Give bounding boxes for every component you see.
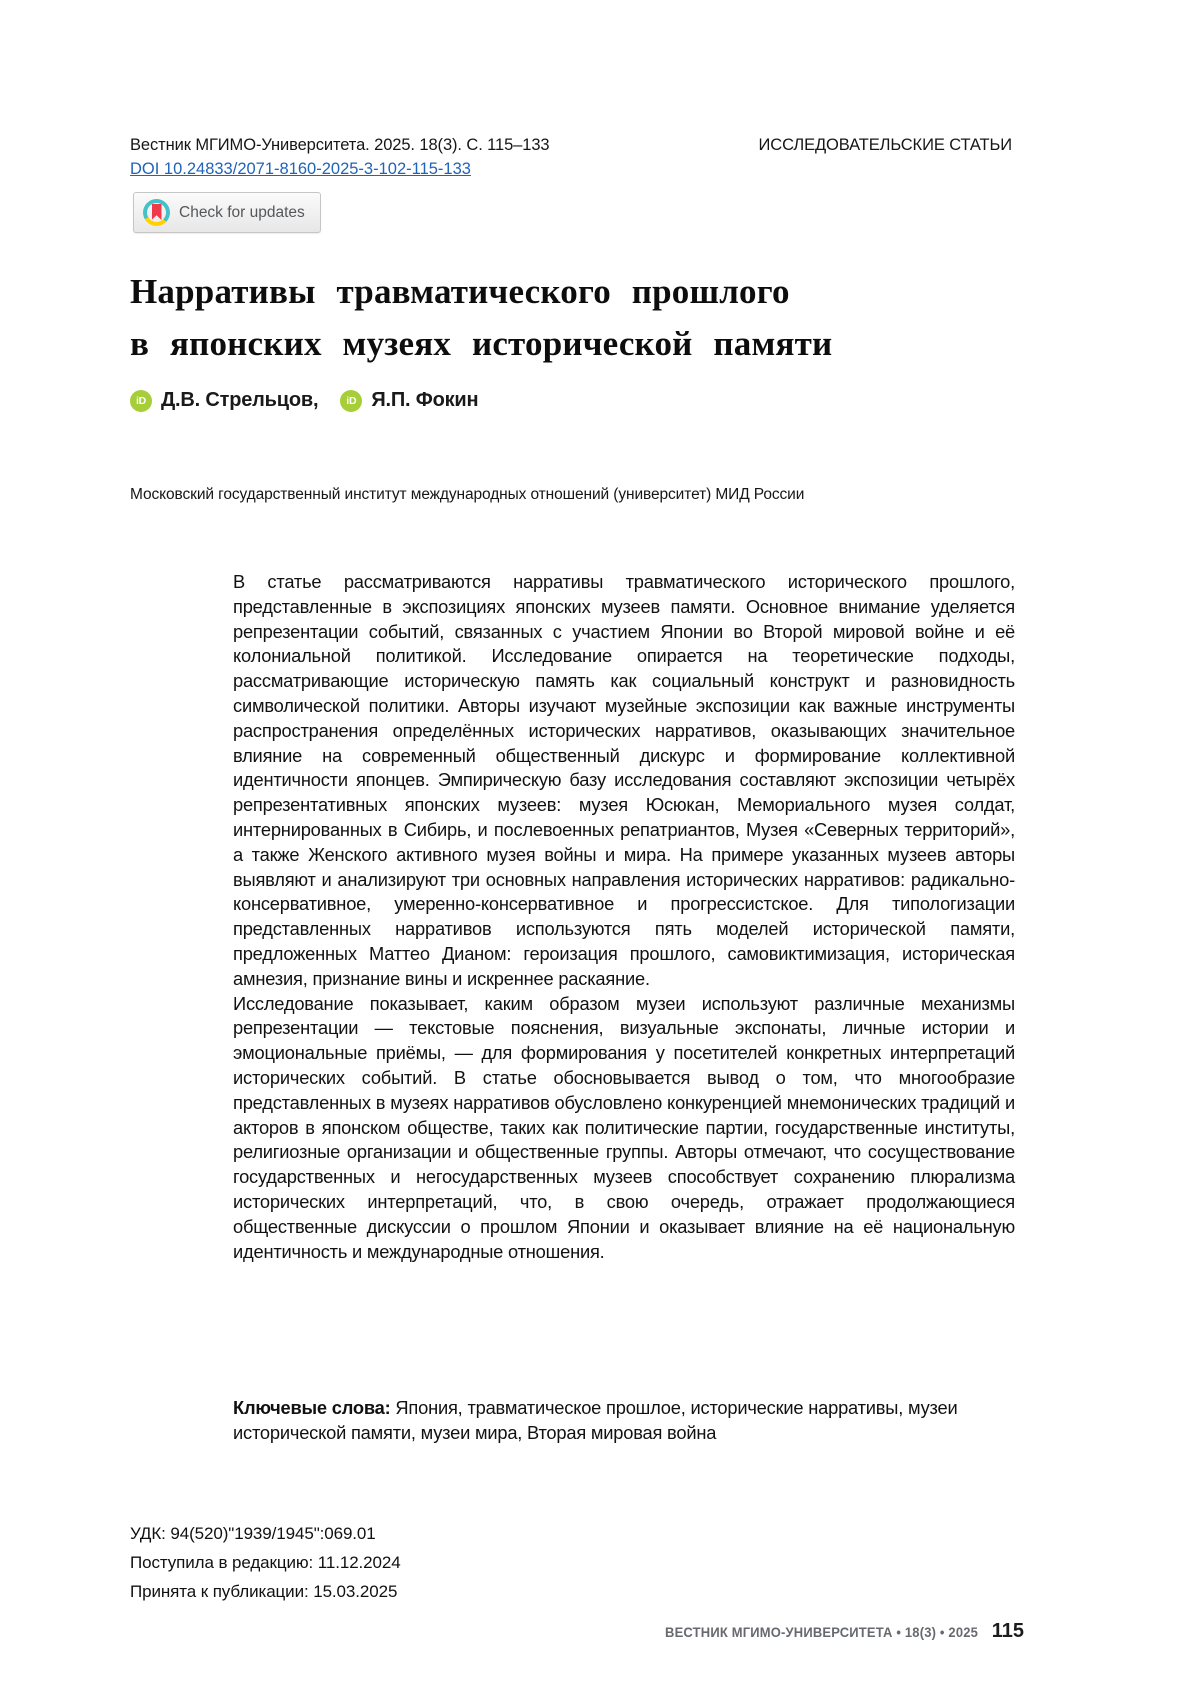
keywords-label: Ключевые слова: [233,1397,391,1418]
article-title-line1: Нарративы травматического прошлого [130,272,790,311]
article-title-line2: в японских музеях исторической памяти [130,324,833,363]
section-label: ИССЛЕДОВАТЕЛЬСКИЕ СТАТЬИ [758,136,1012,154]
doi-line [130,160,471,179]
page-footer [652,1620,1024,1643]
author-name: Я.П. Фокин [371,389,479,411]
keywords-block [233,1396,1015,1446]
crossmark-icon [143,199,170,226]
udk-line: УДК: 94(520)"1939/1945":069.01 [130,1524,376,1543]
check-for-updates-label: Check for updates [179,203,305,221]
author-name: Д.В. Стрельцов, [161,389,319,411]
abstract-paragraph-2: Исследование показывает, каким образом музеи используют различные механизмы репрезентации — текстовые пояснения, визуальные экспонаты, личные истории и эмоциональные приёмы, — для формирования у посетителей конкретных интерпретаций исторических событий. В статье обосновывается вывод о том, что многообразие представленных в музеях нарративов обусловлено конкуренцией мнемонических традиций и акторов в японском обществе, таких как политические партии, государственные институты, религиозные организации и общественные группы. Авторы отмечают, что сосуществование государственных и негосударственных музеев способствует сохранению плюрализма исторических интерпретаций, что, в свою очередь, отражает продолжающиеся общественные дискуссии о прошлом Японии и оказывает влияние на её национальную идентичность и международные отношения. [233,992,1015,1262]
page-header [130,136,1012,155]
abstract [233,570,1015,1264]
crossmark-bookmark-icon [152,204,162,220]
received-line: Поступила в редакцию: 11.12.2024 [130,1553,401,1572]
doi-link[interactable]: DOI 10.24833/2071-8160-2025-3-102-115-133 [130,160,471,178]
footer-page-number: 115 [991,1620,1024,1642]
article-meta [130,1519,401,1606]
orcid-icon[interactable]: iD [340,390,362,412]
affiliation: Московский государственный институт международных отношений (университет) МИД России [130,486,805,503]
footer-journal-title: ВЕСТНИК МГИМО-УНИВЕРСИТЕТА • 18(3) • 2025 [664,1625,978,1640]
keywords-text: Япония, травматическое прошлое, исторические нарративы, музеи исторической памяти, музеи мира, Вторая мировая война [233,1397,958,1443]
accepted-line: Принята к публикации: 15.03.2025 [130,1582,398,1601]
orcid-icon[interactable]: iD [130,390,152,412]
check-for-updates-button[interactable] [133,192,321,233]
author-row [130,389,478,412]
journal-reference: Вестник МГИМО-Университета. 2025. 18(3). С. 115–133 [130,136,550,154]
abstract-paragraph-1: В статье рассматриваются нарративы травматического исторического прошлого, представленные в экспозициях японских музеев памяти. Основное внимание уделяется репрезентации событий, связанных с участием Японии во Второй мировой войне и её колониальной политикой. Исследование опирается на теоретические подходы, рассматривающие историческую память как социальный конструкт и разновидность символической политики. Авторы изучают музейные экспозиции как важные инструменты распространения определённых исторических нарративов, оказывающих значительное влияние на современный общественный дискурс и формирование коллективной идентичности японцев. Эмпирическую базу исследования составляют экспозиции четырёх репрезентативных японских музеев: музея Юсюкан, Мемориального музея солдат, интернированных в Сибирь, и послевоенных репатриантов, Музея «Северных территорий», а также Женского активного музея войны и мира. На примере указанных музеев авторы выявляют и анализируют три основных направления исторических нарративов: радикально-консервативное, умеренно-консервативное и прогрессистское. Для типологизации представленных нарративов используются пять моделей исторической памяти, предложенных Маттео Дианом: героизация прошлого, самовиктимизация, историческая амнезия, признание вины и искреннее раскаяние. [233,571,1015,989]
article-title [130,266,1030,370]
